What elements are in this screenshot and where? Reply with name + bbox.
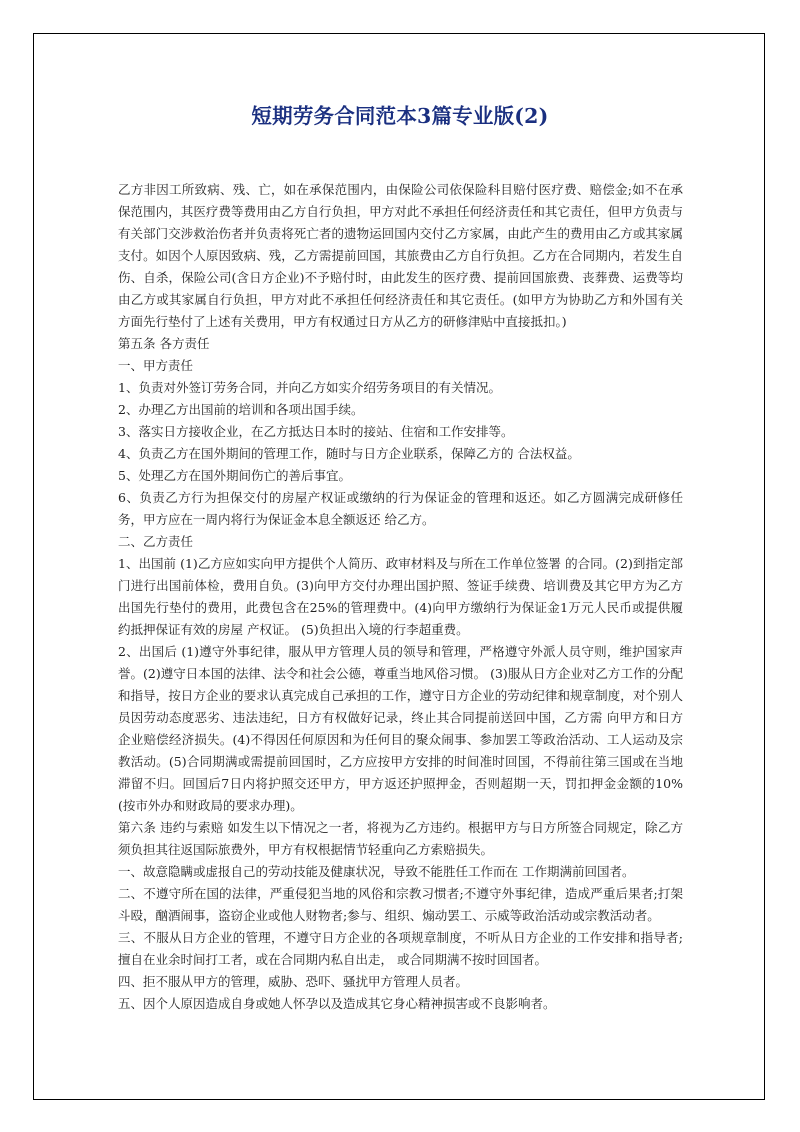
list-item: 1、出国前 (1)乙方应如实向甲方提供个人简历、政审材料及与所在工作单位签署 的合同。(2)到指定部门进行出国前体检，费用自负。(3)向甲方交付办理出国护照、签证手续费、培训费及其它甲方为乙方 出国先行垫付的费用，此费包含在25%的管理费中。(4)向甲方缴纳行为保证金1万元人民币或提供履约抵押保证有效的房屋 产权证。 (5)负担出入境的行李超重费。 — [118, 556, 683, 637]
document-title: 短期劳务合同范本3篇专业版(2) — [251, 104, 549, 128]
section-heading: 第六条 违约与索赔 如发生以下情况之一者，将视为乙方违约。根据甲方与日方所签合同规定，除乙方须负担其往返国际旅费外，甲方有权根据情节轻重向乙方索赔损失。 — [118, 820, 683, 857]
list-item: 5、处理乙方在国外期间伤亡的善后事宜。 — [118, 468, 351, 483]
list-item: 6、负责乙方行为担保交付的房屋产权证或缴纳的行为保证金的管理和返还。如乙方圆满完成研修任务，甲方应在一周内将行为保证金本息全额返还 给乙方。 — [118, 490, 683, 527]
list-item: 2、办理乙方出国前的培训和各项出国手续。 — [118, 402, 364, 417]
section-heading: 第五条 各方责任 — [118, 336, 210, 351]
list-item: 三、不服从日方企业的管理，不遵守日方企业的各项规章制度，不听从日方企业的工作安排和指导者;擅自在业余时间打工者，或在合同期内私自出走， 或合同期满不按时回国者。 — [118, 930, 683, 967]
list-item: 4、负责乙方在国外期间的管理工作，随时与日方企业联系，保障乙方的 合法权益。 — [118, 446, 580, 461]
list-item: 四、拒不服从甲方的管理，威胁、恐吓、骚扰甲方管理人员者。 — [118, 974, 469, 989]
list-item: 五、因个人原因造成自身或她人怀孕以及造成其它身心精神损害或不良影响者。 — [118, 996, 556, 1011]
list-item: 3、落实日方接收企业，在乙方抵达日本时的接站、住宿和工作安排等。 — [118, 424, 514, 439]
paragraph: 乙方非因工所致病、残、亡，如在承保范围内，由保险公司依保险科目赔付医疗费、赔偿金;如不在承保范围内，其医疗费等费用由乙方自行负担，甲方对此不承担任何经济责任和其它责任，但甲方负责与有关部门交涉救治伤者并负责将死亡者的遗物运回国内交付乙方家属，由此产生的费用由乙方或其家属支付。如因个人原因致病、残，乙方需提前回国，其旅费由乙方自行负担。乙方在合同期内，若发生自伤、自杀，保险公司(含日方企业)不予赔付时，由此发生的医疗费、提前回国旅费、丧葬费、运费等均由乙方或其家属自行负担，甲方对此不承担任何经济责任和其它责任。(如甲方为协助乙方和外国有关方面先行垫付了上述有关费用，甲方有权通过日方从乙方的研修津贴中直接抵扣。) — [118, 182, 683, 329]
list-item: 一、故意隐瞒或虚报自己的劳动技能及健康状况，导致不能胜任工作而在 工作期满前回国者。 — [118, 864, 635, 879]
list-item: 1、负责对外签订劳务合同，并向乙方如实介绍劳务项目的有关情况。 — [118, 380, 501, 395]
subsection-heading: 二、乙方责任 — [118, 534, 194, 549]
list-item: 二、不遵守所在国的法律，严重侵犯当地的风俗和宗教习惯者;不遵守外事纪律，造成严重后果者;打架斗殴，酗酒闹事，盗窃企业或他人财物者;参与、组织、煽动罢工、示威等政治活动或宗教活动者。 — [118, 886, 683, 923]
document-body — [118, 179, 683, 1015]
subsection-heading: 一、甲方责任 — [118, 358, 194, 373]
list-item: 2、出国后 (1)遵守外事纪律，服从甲方管理人员的领导和管理，严格遵守外派人员守则，维护国家声誉。(2)遵守日本国的法律、法令和社会公德，尊重当地风俗习惯。 (3)服从日方企业对乙方工作的分配和指导，按日方企业的要求认真完成自己承担的工作，遵守日方企业的劳动纪律和规章制度，对个别人员因劳动态度恶劣、违法违纪，日方有权做好记录，终止其合同提前送回中国，乙方需 向甲方和日方企业赔偿经济损失。(4)不得因任何原因和为任何目的聚众闹事、参加罢工等政治活动、工人运动及宗教活动。(5)合同期满或需提前回国时，乙方应按甲方安排的时间准时回国，不得前往第三国或在当地滞留不归。回国后7日内将护照交还甲方，甲方返还护照押金，否则超期一天，罚扣押金金额的10%(按市外办和财政局的要求办理)。 — [118, 644, 683, 813]
